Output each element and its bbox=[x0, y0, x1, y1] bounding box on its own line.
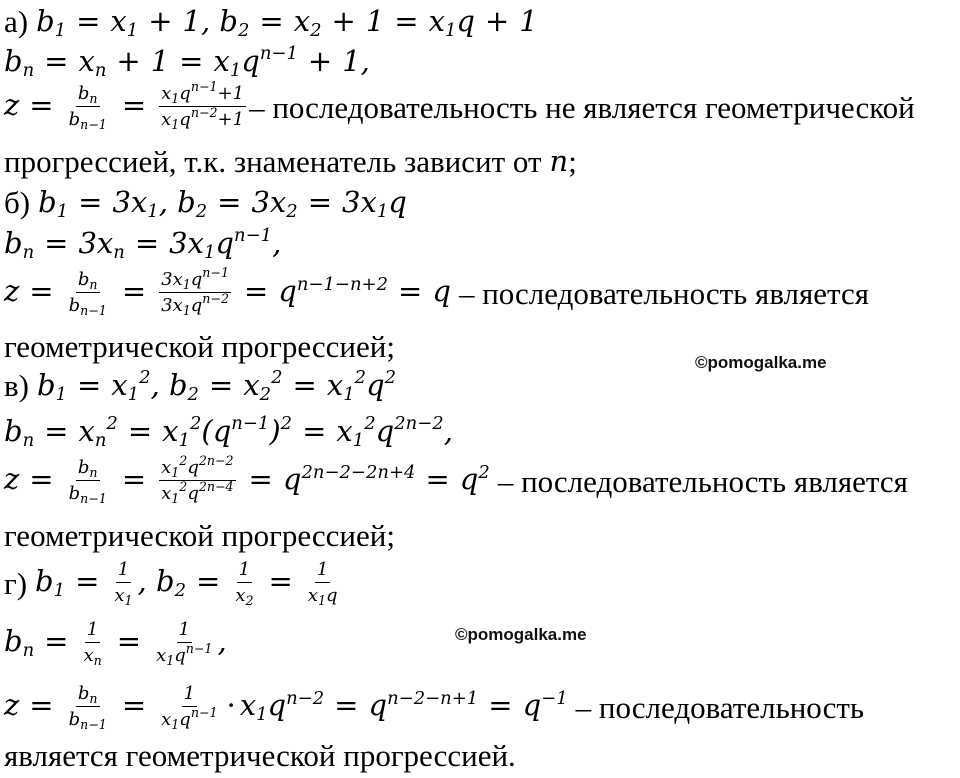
line-v-3 bbox=[4, 453, 908, 506]
watermark-2: ©pomogalka.me bbox=[455, 625, 587, 644]
formula-g-1: $b_1$ = $\frac{1}{x_1}$ , $b_2$ = $\frac{1}{x_2}$ = $\frac{1}{x_1q}$ bbox=[35, 559, 338, 608]
line-g-4 bbox=[4, 732, 516, 778]
watermark-1: ©pomogalka.me bbox=[695, 353, 827, 372]
part-label-g: г) bbox=[4, 565, 28, 601]
line-a-3 bbox=[4, 79, 915, 132]
line-g-3 bbox=[4, 684, 864, 730]
line-a-2 bbox=[4, 38, 370, 84]
formula-v-3: z = $\frac{b_n}{b_{n-1}}$ = $\frac{x_1^2q^{2n-2}}{x_1^2q^{2n-4}}$ = $q^{2n-2-2n+4} = q^2$ bbox=[4, 453, 490, 506]
part-label-v: в) bbox=[4, 367, 29, 403]
line-a-4: прогрессией, т.к. знаменатель зависит от n ; bbox=[4, 143, 577, 179]
formula-v-1: $b_1 = x_1^2$, $b_2 = x_2^2 = x_1^2q^2$ bbox=[36, 367, 397, 405]
formula-v-2: $b_n = x_n^2 = x_1^2(q^{n-1})^2 = x_1^2q^{2n-2}$, bbox=[4, 413, 453, 451]
line-b-1 bbox=[4, 179, 407, 225]
text-is-geometric-g: – последовательность bbox=[575, 689, 865, 725]
text-geom-prog-v: геометрической прогрессией; bbox=[4, 517, 395, 553]
formula-g-3: z = $\frac{b_n}{b_{n-1}}$ = $\frac{1}{x_1q^{n-1}}$ · $x_1q^{n-2} = q^{n-2-n+1} = q^{-1}$ bbox=[4, 683, 568, 732]
text-geom-prog-g: является геометрической прогрессией. bbox=[4, 737, 516, 773]
formula-b-3: z = $\frac{b_n}{b_{n-1}}$ = $\frac{3x_1q^{n-1}}{3x_1q^{n-2}}$ = $q^{n-1-n+2} = q$ bbox=[4, 265, 451, 318]
line-v-1 bbox=[4, 362, 396, 408]
line-v-4 bbox=[4, 512, 395, 558]
part-label-b: б) bbox=[4, 184, 31, 220]
formula-b-2: $b_n = 3x_n = 3x_1q^{n-1}$, bbox=[4, 225, 282, 263]
line-v-2 bbox=[4, 408, 453, 454]
line-b-2 bbox=[4, 220, 281, 266]
formula-a-2: $b_n = x_n + 1 = x_1q^{n-1} + 1$, bbox=[4, 43, 370, 81]
text-is-geometric-v: – последовательность является bbox=[497, 463, 908, 499]
text-geom-prog-b: геометрической прогрессией; bbox=[4, 328, 395, 364]
formula-g-2: $b_n$ = $\frac{1}{x_n}$ = $\frac{1}{x_1q^{n-1}}$ , bbox=[4, 619, 227, 668]
line-g-2 bbox=[4, 620, 227, 666]
formula-a-1: $b_1 = x_1 + 1$, $b_2 = x_2 + 1 = x_1q + 1$ bbox=[36, 3, 538, 41]
part-label-a: а) bbox=[4, 3, 29, 39]
text-is-geometric-b: – последовательность является bbox=[458, 275, 869, 311]
line-g-1 bbox=[4, 560, 343, 606]
formula-b-1: $b_1 = 3x_1$, $b_2 = 3x_2 = 3x_1q$ bbox=[38, 184, 407, 222]
text-not-geometric: – последовательность не является геометрической bbox=[249, 89, 915, 125]
formula-a-3: z = $\frac{b_n}{b_{n-1}}$ = $\frac{x_1q^{n-1}+1}{x_1q^{n-2}+1}$ bbox=[4, 79, 245, 132]
line-b-3 bbox=[4, 265, 869, 318]
formula-n: n bbox=[549, 143, 569, 178]
text-not-geometric-cont: прогрессией, т.к. знаменатель зависит от bbox=[4, 143, 542, 179]
